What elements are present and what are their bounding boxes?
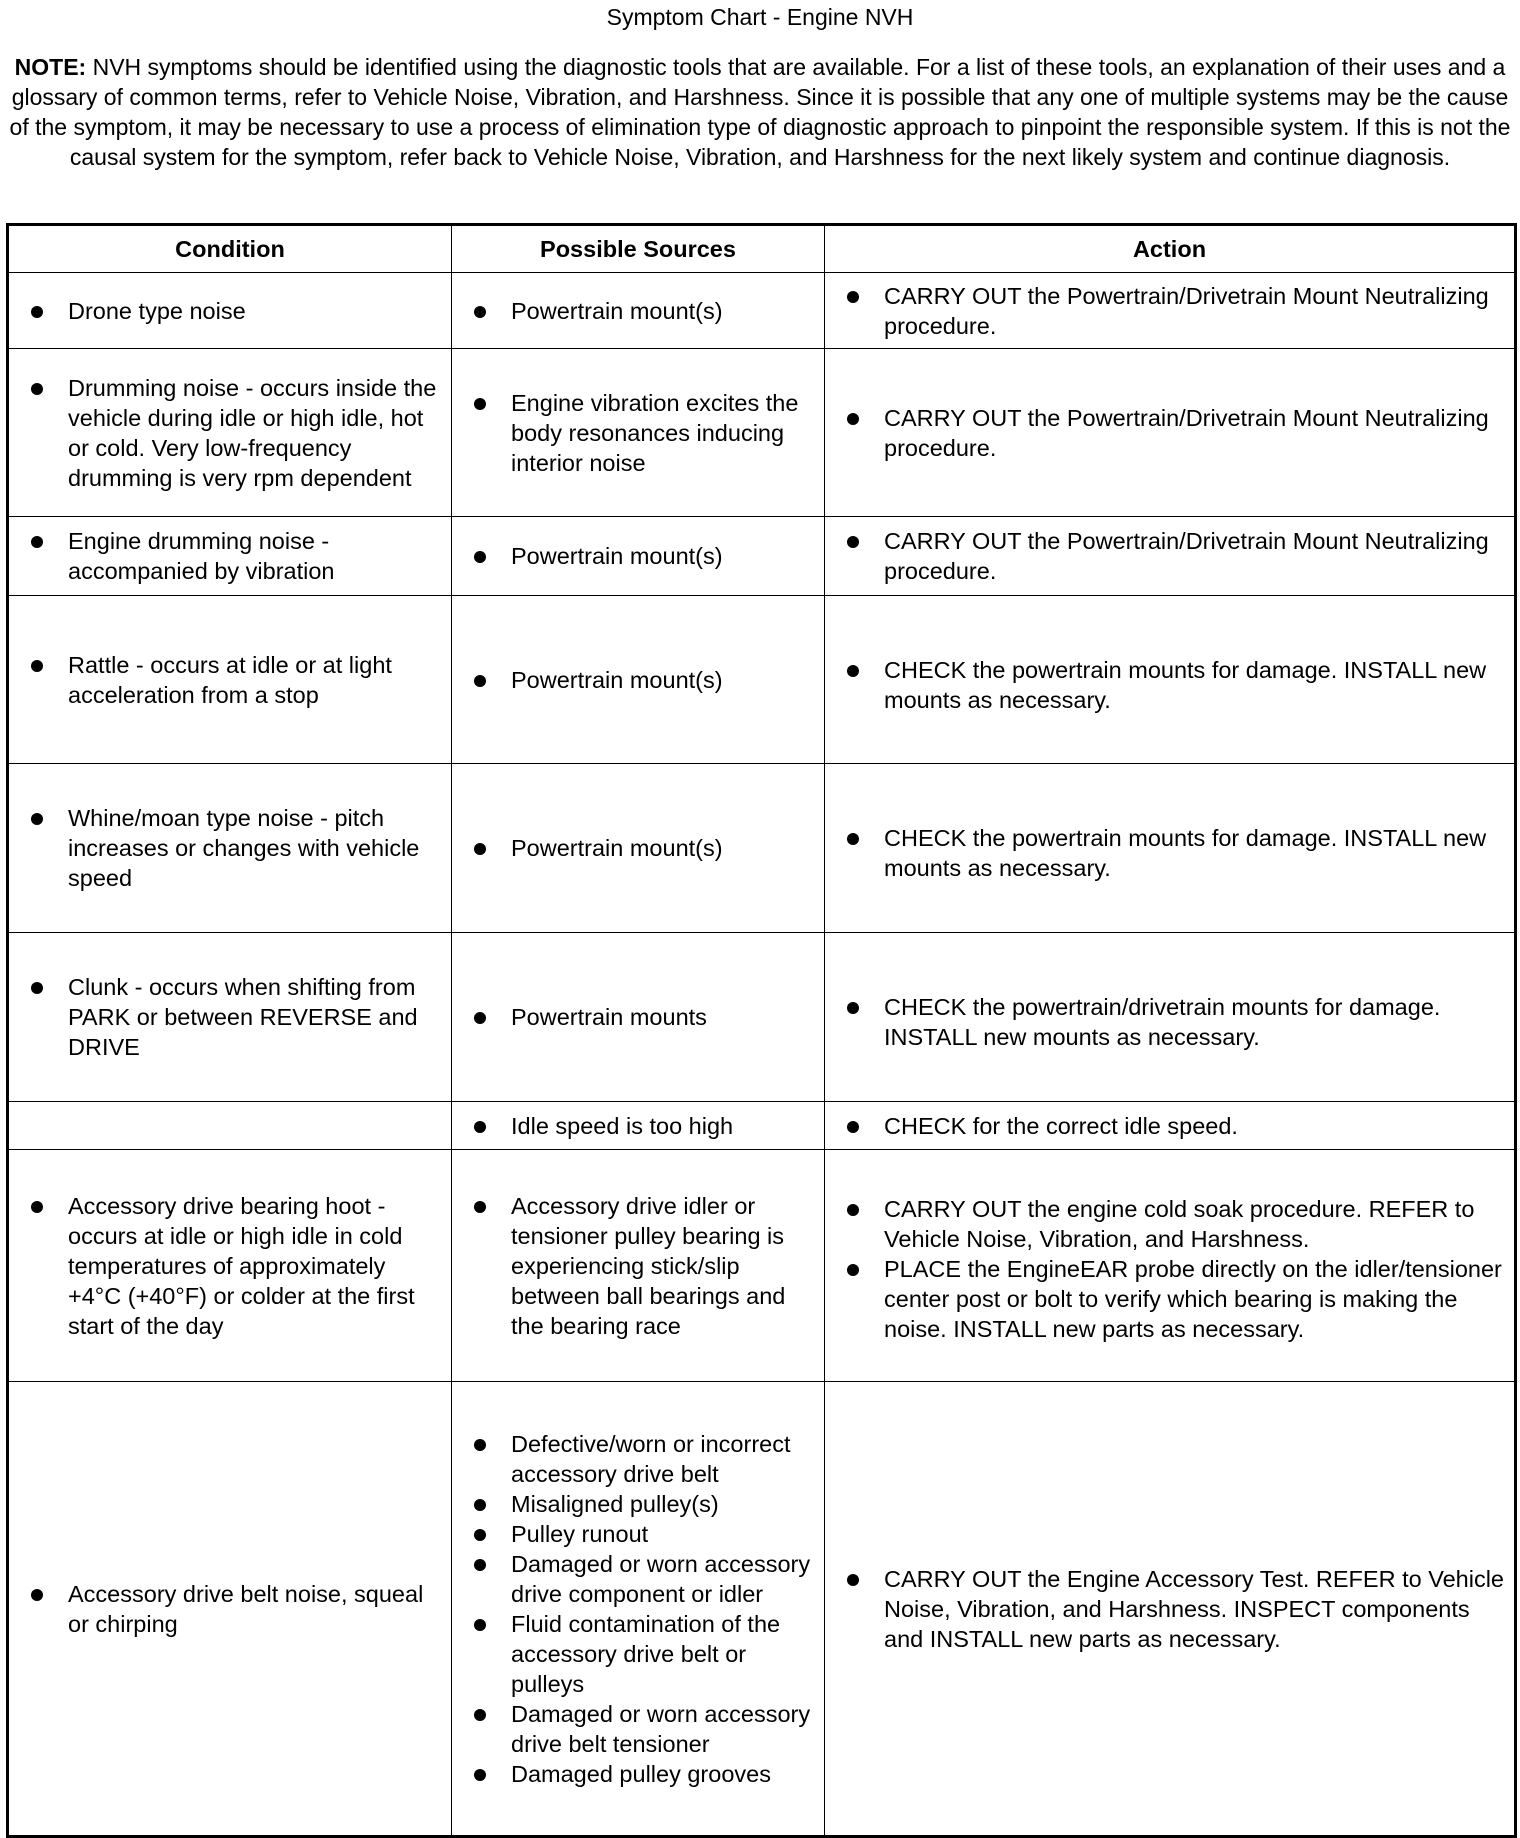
action-cell <box>825 1382 1516 1837</box>
source-item: Damaged or worn accessory drive belt tensioner <box>474 1699 818 1759</box>
source-item: Damaged or worn accessory drive component or idler <box>474 1549 818 1609</box>
action-item: CHECK the powertrain mounts for damage. INSTALL new mounts as necessary. <box>847 823 1508 883</box>
condition-item: Drone type noise <box>31 296 445 326</box>
note-label: NOTE: <box>14 54 87 80</box>
sources-cell <box>452 1150 825 1382</box>
table-row <box>8 517 1516 596</box>
action-cell <box>825 517 1516 596</box>
source-item: Engine vibration excites the body resonances inducing interior noise <box>474 388 818 478</box>
sources-cell <box>452 764 825 933</box>
source-item: Powertrain mount(s) <box>474 541 818 571</box>
table-row <box>8 1150 1516 1382</box>
source-item: Powertrain mounts <box>474 1002 818 1032</box>
table-row <box>8 764 1516 933</box>
action-cell <box>825 933 1516 1102</box>
condition-item: Whine/moan type noise - pitch increases or changes with vehicle speed <box>31 803 445 893</box>
condition-cell <box>8 596 452 764</box>
action-item: CARRY OUT the engine cold soak procedure. REFER to Vehicle Noise, Vibration, and Harshness. <box>847 1194 1508 1254</box>
note-text: NVH symptoms should be identified using the diagnostic tools that are available. For a list of these tools, an explanation of their uses and a glossary of common terms, refer to Vehicle Noise, Vibration, and Harshness. Since it is possible that any one of multiple systems may be the cause of the symptom, it may be necessary to use a process of elimination type of diagnostic approach to pinpoint the responsible system. If this is not the causal system for the symptom, refer back to Vehicle Noise, Vibration, and Harshness for the next likely system and continue diagnosis. <box>9 54 1511 170</box>
source-item: Accessory drive idler or tensioner pulley bearing is experiencing stick/slip between ball bearings and the bearing race <box>474 1191 818 1341</box>
sources-cell <box>452 517 825 596</box>
sources-cell <box>452 273 825 349</box>
condition-cell <box>8 764 452 933</box>
source-item: Defective/worn or incorrect accessory drive belt <box>474 1429 818 1489</box>
action-item: CHECK the powertrain/drivetrain mounts for damage. INSTALL new mounts as necessary. <box>847 992 1508 1052</box>
source-item: Powertrain mount(s) <box>474 833 818 863</box>
action-cell <box>825 1102 1516 1150</box>
source-item: Idle speed is too high <box>474 1111 818 1141</box>
action-item: CARRY OUT the Engine Accessory Test. REFER to Vehicle Noise, Vibration, and Harshness. INSPECT components and INSTALL new parts as necessary. <box>847 1564 1508 1654</box>
action-item: CARRY OUT the Powertrain/Drivetrain Mount Neutralizing procedure. <box>847 281 1508 341</box>
condition-cell <box>8 349 452 517</box>
condition-cell <box>8 517 452 596</box>
condition-item: Rattle - occurs at idle or at light acceleration from a stop <box>31 650 445 710</box>
header-condition: Condition <box>8 225 452 273</box>
condition-item: Accessory drive bearing hoot - occurs at idle or high idle in cold temperatures of approximately +4°C (+40°F) or colder at the first start of the day <box>31 1191 445 1341</box>
source-item: Fluid contamination of the accessory drive belt or pulleys <box>474 1609 818 1699</box>
action-cell <box>825 596 1516 764</box>
condition-item: Clunk - occurs when shifting from PARK or between REVERSE and DRIVE <box>31 972 445 1062</box>
note-paragraph <box>8 52 1512 172</box>
condition-cell <box>8 1150 452 1382</box>
table-row <box>8 1382 1516 1837</box>
source-item: Powertrain mount(s) <box>474 665 818 695</box>
page-title: Symptom Chart - Engine NVH <box>606 4 914 30</box>
table-header-row <box>8 225 1516 273</box>
condition-cell <box>8 1382 452 1837</box>
action-cell <box>825 1150 1516 1382</box>
source-item: Pulley runout <box>474 1519 818 1549</box>
action-item: CARRY OUT the Powertrain/Drivetrain Mount Neutralizing procedure. <box>847 526 1508 586</box>
source-item: Damaged pulley grooves <box>474 1759 818 1789</box>
sources-cell <box>452 1102 825 1150</box>
condition-item: Engine drumming noise - accompanied by vibration <box>31 526 445 586</box>
source-item: Misaligned pulley(s) <box>474 1489 818 1519</box>
table-row <box>8 349 1516 517</box>
action-item: CHECK for the correct idle speed. <box>847 1111 1508 1141</box>
table-row <box>8 933 1516 1102</box>
condition-item: Accessory drive belt noise, squeal or chirping <box>31 1579 445 1639</box>
action-item: CARRY OUT the Powertrain/Drivetrain Mount Neutralizing procedure. <box>847 403 1508 463</box>
action-item: CHECK the powertrain mounts for damage. INSTALL new mounts as necessary. <box>847 655 1508 715</box>
table-row <box>8 596 1516 764</box>
table-row <box>8 273 1516 349</box>
action-cell <box>825 349 1516 517</box>
condition-cell <box>8 933 452 1102</box>
condition-cell <box>8 273 452 349</box>
sources-cell <box>452 1382 825 1837</box>
symptom-table <box>6 223 1517 1838</box>
condition-cell <box>8 1102 452 1150</box>
action-item: PLACE the EngineEAR probe directly on the idler/tensioner center post or bolt to verify which bearing is making the noise. INSTALL new parts as necessary. <box>847 1254 1508 1344</box>
source-item: Powertrain mount(s) <box>474 296 818 326</box>
condition-item: Drumming noise - occurs inside the vehicle during idle or high idle, hot or cold. Very low-frequency drumming is very rpm dependent <box>31 373 445 493</box>
sources-cell <box>452 349 825 517</box>
header-possible-sources: Possible Sources <box>452 225 825 273</box>
table-row <box>8 1102 1516 1150</box>
action-cell <box>825 764 1516 933</box>
action-cell <box>825 273 1516 349</box>
sources-cell <box>452 596 825 764</box>
sources-cell <box>452 933 825 1102</box>
header-action: Action <box>825 225 1516 273</box>
